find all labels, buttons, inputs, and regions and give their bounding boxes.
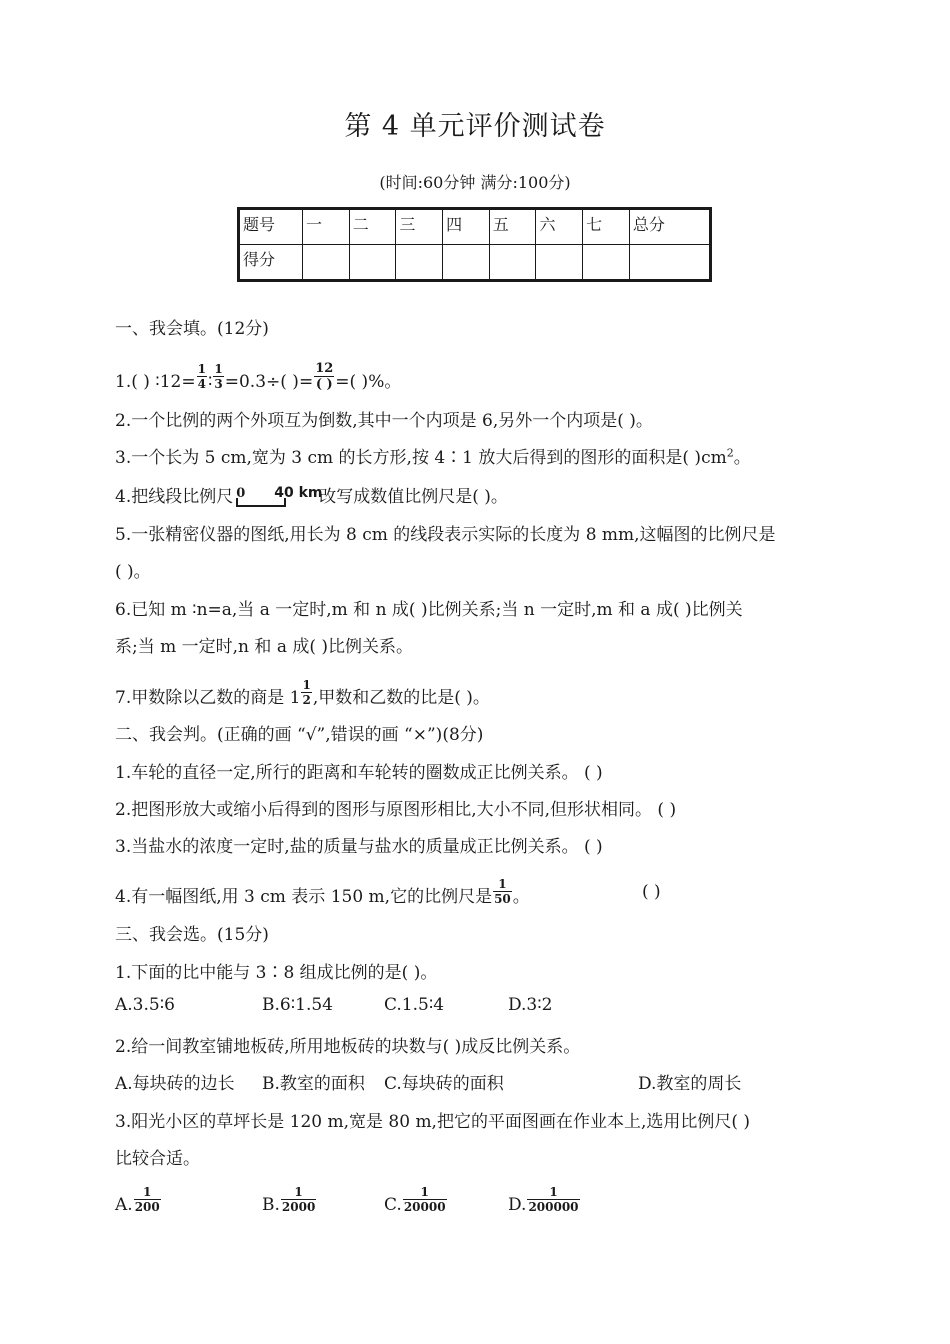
score-cell: 六 xyxy=(536,209,583,245)
s3-q1-option-b: B.6∶1.54 xyxy=(262,995,333,1015)
s3-q1-option-c: C.1.5∶4 xyxy=(384,995,445,1015)
s1-question-7 xyxy=(115,678,490,712)
score-input-cell[interactable] xyxy=(349,245,396,281)
q7-text: ,甲数和乙数的比是( )。 xyxy=(312,688,490,708)
q7-text: 7.甲数除以乙数的商是 1 xyxy=(115,688,301,708)
page-subtitle: (时间:60分钟 满分:100分) xyxy=(379,173,571,192)
fraction-numerator: 1 xyxy=(294,1185,303,1199)
fraction-numerator: 1 xyxy=(214,362,223,376)
line-scale-bar xyxy=(234,484,323,508)
s3-q2-option-c: C.每块砖的面积 xyxy=(384,1074,504,1094)
option-label: D. xyxy=(508,1195,527,1215)
fraction-numerator: 1 xyxy=(143,1185,152,1199)
q4-text: 4.有一幅图纸,用 3 cm 表示 150 m,它的比例尺是 xyxy=(115,887,493,907)
score-cell: 四 xyxy=(443,209,490,245)
q1-text: =0.3÷( )= xyxy=(224,372,314,392)
fraction xyxy=(134,1186,161,1213)
score-cell: 三 xyxy=(396,209,443,245)
score-input-cell[interactable] xyxy=(536,245,583,281)
s3-q2-option-a: A.每块砖的边长 xyxy=(115,1074,235,1094)
section1-heading: 一、我会填。(12分) xyxy=(115,319,269,339)
fraction-numerator: 1 xyxy=(420,1185,429,1199)
s2-question-4 xyxy=(115,877,530,911)
fraction-denominator: 200000 xyxy=(528,1200,579,1214)
fraction xyxy=(403,1186,447,1213)
score-table-score-row xyxy=(239,245,711,281)
s2-question-4-paren: ( ) xyxy=(642,882,661,902)
score-input-cell[interactable] xyxy=(303,245,350,281)
score-row-label: 得分 xyxy=(239,245,303,281)
s3-question-2: 2.给一间教室铺地板砖,所用地板砖的块数与( )成反比例关系。 xyxy=(115,1037,581,1057)
fraction-denominator: 2000 xyxy=(281,1200,316,1214)
option-label: A. xyxy=(115,1195,133,1215)
score-cell: 七 xyxy=(583,209,630,245)
scale-bar-label: 40 km xyxy=(274,484,323,501)
fraction-denominator: 2 xyxy=(302,693,311,707)
fraction xyxy=(314,362,334,391)
fraction-numerator: 1 xyxy=(197,362,206,376)
s3-q3-option-c xyxy=(384,1185,448,1219)
s3-q2-option-b: B.教室的面积 xyxy=(262,1074,365,1094)
fraction xyxy=(301,679,311,706)
fraction-denominator: ( ) xyxy=(315,377,333,392)
option-label: C. xyxy=(384,1195,402,1215)
q4-text: 改写成数值比例尺是( )。 xyxy=(319,487,508,507)
section3-heading: 三、我会选。(15分) xyxy=(115,925,269,945)
option-label: B. xyxy=(262,1195,280,1215)
fraction xyxy=(281,1186,316,1213)
scale-bar-zero: 0 xyxy=(236,485,246,501)
q3-end: 。 xyxy=(733,448,751,468)
fraction-denominator: 20000 xyxy=(403,1200,446,1214)
q1-text: =( )%。 xyxy=(335,372,402,392)
fraction-numerator: 1 xyxy=(498,877,507,891)
s3-q2-option-d: D.教室的周长 xyxy=(638,1074,742,1094)
s1-question-6-line1: 6.已知 m ∶n=a,当 a 一定时,m 和 n 成( )比例关系;当 n 一定时,m 和 a 成( )比例关 xyxy=(115,600,743,620)
s2-question-3: 3.当盐水的浓度一定时,盐的质量与盐水的质量成正比例关系。 ( ) xyxy=(115,837,603,857)
s2-question-2: 2.把图形放大或缩小后得到的图形与原图形相比,大小不同,但形状相同。 ( ) xyxy=(115,800,677,820)
s1-question-3 xyxy=(115,443,751,468)
score-input-cell[interactable] xyxy=(396,245,443,281)
s1-question-2: 2.一个比例的两个外项互为倒数,其中一个内项是 6,另外一个内项是( )。 xyxy=(115,411,653,431)
fraction-denominator: 4 xyxy=(197,377,206,391)
superscript: 2 xyxy=(726,446,734,460)
score-input-cell[interactable] xyxy=(629,245,710,281)
score-input-cell[interactable] xyxy=(443,245,490,281)
s3-q3-option-d xyxy=(508,1185,581,1219)
s3-question-1: 1.下面的比中能与 3∶8 组成比例的是( )。 xyxy=(115,963,438,983)
s1-question-4 xyxy=(115,482,508,508)
s3-q3-option-b xyxy=(262,1185,317,1219)
score-cell: 二 xyxy=(349,209,396,245)
score-input-cell[interactable] xyxy=(583,245,630,281)
s3-question-3-line2: 比较合适。 xyxy=(115,1149,200,1169)
fraction-numerator: 1 xyxy=(549,1185,558,1199)
q4-text: 4.把线段比例尺 xyxy=(115,487,234,507)
score-table-header-row xyxy=(239,209,711,245)
fraction xyxy=(493,878,512,905)
q1-text: ∶ xyxy=(207,372,213,392)
fraction xyxy=(527,1186,579,1213)
fraction-denominator: 200 xyxy=(134,1200,160,1214)
q1-text: 1.( ) ∶12= xyxy=(115,372,196,392)
s3-q1-option-d: D.3∶2 xyxy=(508,995,553,1015)
s1-question-5-line2: ( )。 xyxy=(115,562,151,582)
fraction-numerator: 1 xyxy=(302,678,311,692)
page-title: 第 4 单元评价测试卷 xyxy=(344,111,606,142)
s1-question-6-line2: 系;当 m 一定时,n 和 a 成( )比例关系。 xyxy=(115,637,414,657)
q3-text: 3.一个长为 5 cm,宽为 3 cm 的长方形,按 4∶1 放大后得到的图形的面积是( )cm xyxy=(115,448,727,468)
s3-q1-option-a: A.3.5∶6 xyxy=(115,995,175,1015)
fraction-denominator: 3 xyxy=(214,377,223,391)
s3-q3-option-a xyxy=(115,1185,162,1219)
q4-text: 。 xyxy=(512,887,530,907)
fraction-numerator: 12 xyxy=(315,361,334,376)
s1-question-5-line1: 5.一张精密仪器的图纸,用长为 8 cm 的线段表示实际的长度为 8 mm,这幅图的比例尺是 xyxy=(115,525,776,545)
section2-heading: 二、我会判。(正确的画 “√”,错误的画 “×”)(8分) xyxy=(115,725,484,745)
fraction xyxy=(197,363,207,390)
score-input-cell[interactable] xyxy=(489,245,536,281)
fraction xyxy=(213,363,223,390)
s2-question-1: 1.车轮的直径一定,所行的距离和车轮转的圈数成正比例关系。 ( ) xyxy=(115,763,603,783)
score-cell: 题号 xyxy=(239,209,303,245)
s1-question-1 xyxy=(115,361,402,397)
score-cell: 总分 xyxy=(629,209,710,245)
score-table xyxy=(237,207,712,282)
score-cell: 一 xyxy=(303,209,350,245)
s3-question-3-line1: 3.阳光小区的草坪长是 120 m,宽是 80 m,把它的平面图画在作业本上,选用比例尺( ) xyxy=(115,1112,751,1132)
score-cell: 五 xyxy=(489,209,536,245)
fraction-denominator: 50 xyxy=(494,892,511,906)
